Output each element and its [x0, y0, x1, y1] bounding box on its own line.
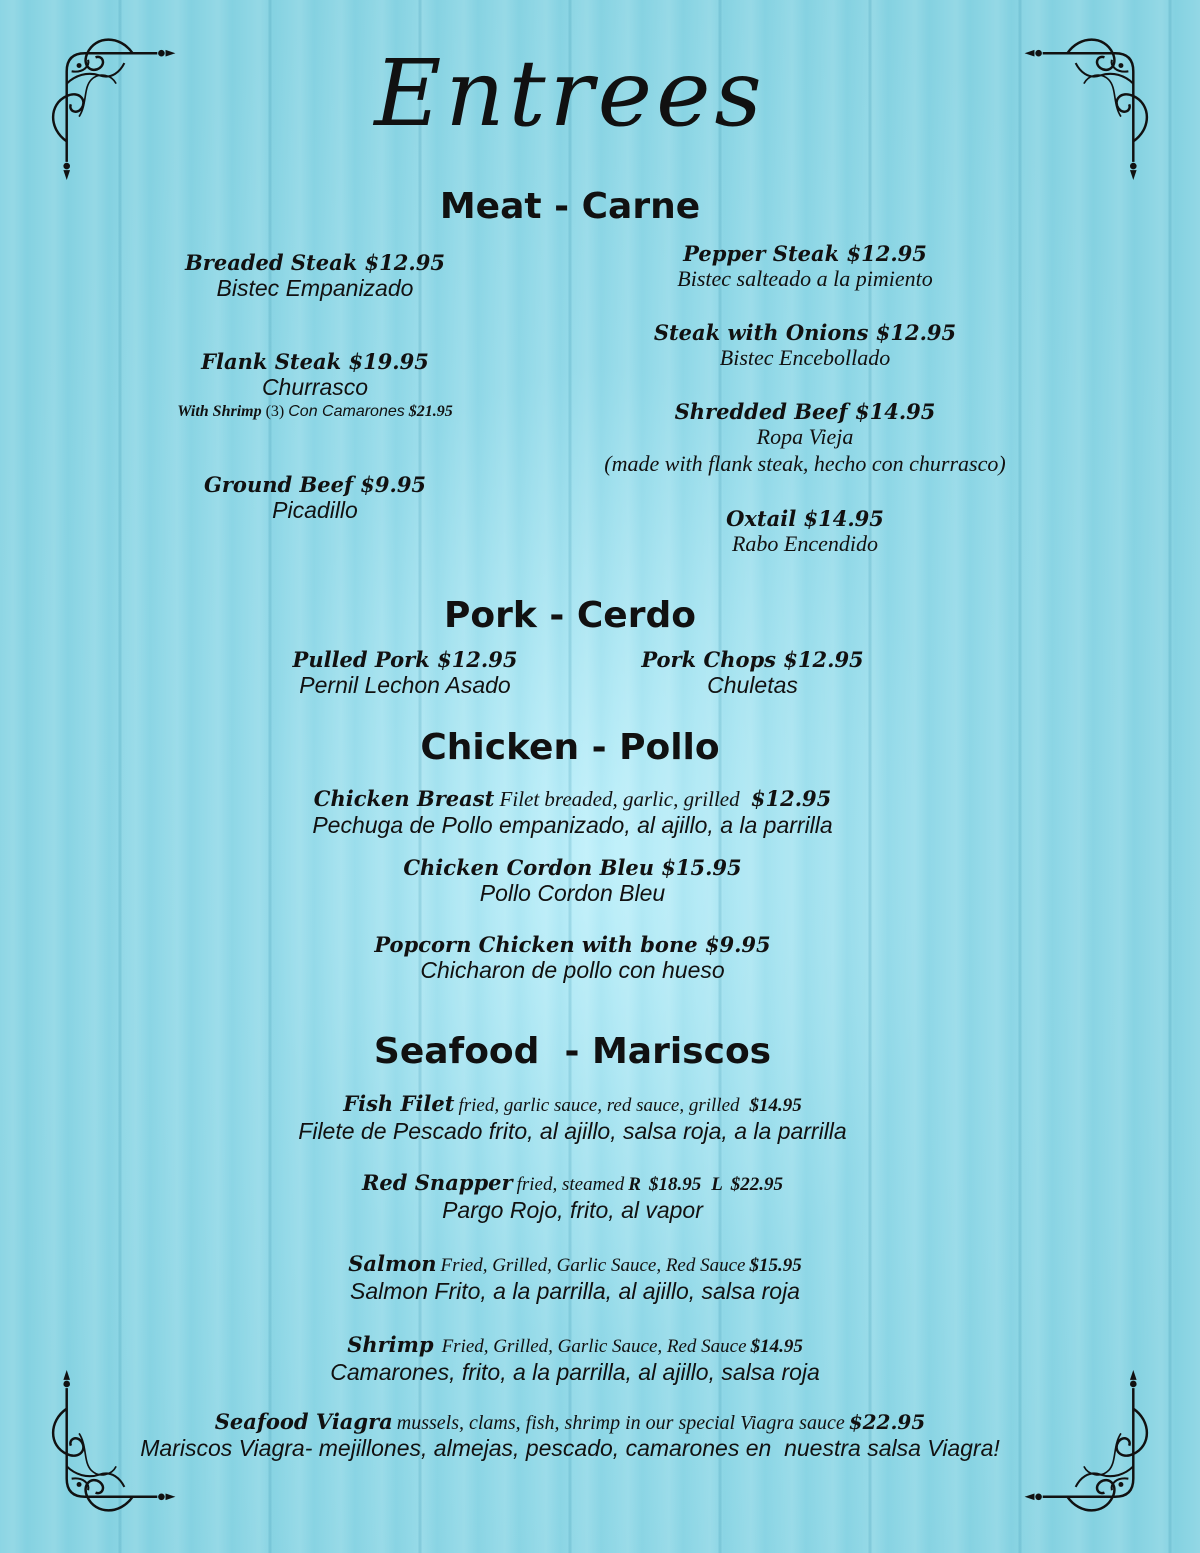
item-price: $14.95: [750, 1336, 803, 1357]
item-spanish: Picadillo: [272, 497, 358, 524]
section-heading-meat: Meat - Carne: [439, 186, 701, 227]
menu-item-popcorn-chicken: [300, 932, 845, 985]
item-name: Shredded Beef $14.95: [674, 399, 936, 424]
item-name: Pork Chops $12.95: [641, 647, 864, 672]
item-name: Ground Beef $9.95: [203, 472, 427, 497]
item-name: Steak with Onions $12.95: [653, 320, 957, 345]
item-line: [220, 1332, 930, 1359]
section-heading-seafood: Seafood - Mariscos: [373, 1031, 772, 1072]
item-name: Flank Steak $19.95: [201, 349, 429, 374]
shrimp-qty: (3): [265, 402, 285, 420]
item-spanish: Bistec salteado a la pimiento: [677, 266, 933, 292]
item-spanish: Filete de Pescado frito, al ajillo, salsa roja, a la parrilla: [298, 1117, 847, 1144]
menu-item-steak-with-onions: [585, 320, 1025, 372]
item-name: Seafood Viagra: [214, 1409, 393, 1434]
page-title: Entrees: [374, 40, 766, 147]
item-desc: Fried, Grilled, Garlic Sauce, Red Sauce: [440, 1255, 746, 1276]
menu-item-chicken-cordon-bleu: [300, 855, 845, 908]
item-desc: Fried, Grilled, Garlic Sauce, Red Sauce: [441, 1336, 747, 1357]
item-price: $15.95: [749, 1255, 802, 1276]
shrimp-option-label: With Shrimp: [177, 402, 262, 420]
item-spanish: Pargo Rojo, frito, al vapor: [442, 1196, 703, 1223]
regular-price: $18.95: [648, 1174, 702, 1195]
item-spanish: Pollo Cordon Bleu: [479, 880, 666, 907]
item-note: (made with flank steak, hecho con churrasco): [604, 450, 1006, 476]
corner-flourish-icon: [42, 30, 182, 195]
item-desc: fried, garlic sauce, red sauce, grilled: [458, 1095, 740, 1116]
item-name: Popcorn Chicken with bone $9.95: [374, 932, 771, 957]
menu-item-breaded-steak: [100, 250, 530, 303]
item-line: [200, 786, 945, 812]
menu-item-shrimp: [220, 1332, 930, 1386]
item-spanish: Rabo Encendido: [731, 531, 879, 557]
item-spanish: Pechuga de Pollo empanizado, al ajillo, a la parrilla: [312, 812, 833, 839]
item-line: [250, 1170, 895, 1197]
item-spanish: Chicharon de pollo con hueso: [420, 957, 725, 984]
menu-item-seafood-viagra: [70, 1409, 1070, 1463]
regular-label: R: [628, 1174, 641, 1195]
item-price: $12.95: [750, 786, 832, 811]
menu-item-flank-steak: [100, 349, 530, 423]
item-spanish: Chuletas: [707, 672, 798, 699]
section-heading-pork: Pork - Cerdo: [444, 595, 696, 636]
item-spanish: Mariscos Viagra- mejillones, almejas, pescado, camarones en nuestra salsa Viagra!: [140, 1435, 1000, 1461]
item-name: Chicken Cordon Bleu $15.95: [403, 855, 742, 880]
shrimp-spanish: Con Camarones: [288, 402, 405, 420]
item-desc: Filet breaded, garlic, grilled: [499, 787, 740, 811]
item-name: Pulled Pork $12.95: [292, 647, 518, 672]
menu-item-salmon: [220, 1251, 930, 1305]
item-name: Fish Filet: [343, 1091, 455, 1116]
menu-item-ground-beef: [100, 472, 530, 525]
item-name: Chicken Breast: [313, 786, 495, 811]
item-price: $14.95: [749, 1095, 802, 1116]
menu-item-fish-filet: [180, 1091, 965, 1145]
menu-item-pulled-pork: [230, 647, 580, 700]
item-line: [70, 1409, 1070, 1435]
menu-item-pepper-steak: [585, 241, 1025, 293]
menu-item-oxtail: [585, 506, 1025, 558]
section-heading-chicken: Chicken - Pollo: [420, 727, 720, 768]
item-price: $22.95: [848, 1410, 926, 1434]
item-name: Salmon: [348, 1251, 437, 1276]
menu-item-red-snapper: [250, 1170, 895, 1224]
item-spanish: Camarones, frito, a la parrilla, al ajillo, salsa roja: [330, 1358, 820, 1385]
item-spanish: Ropa Vieja: [756, 424, 854, 450]
large-label: L: [711, 1174, 723, 1195]
item-spanish: Pernil Lechon Asado: [299, 672, 511, 699]
large-price: $22.95: [730, 1174, 784, 1195]
flank-shrimp-option: [100, 402, 530, 423]
item-spanish: Bistec Empanizado: [216, 275, 414, 302]
item-spanish: Bistec Encebollado: [719, 345, 891, 371]
item-name: Breaded Steak $12.95: [185, 250, 445, 275]
item-name: Red Snapper: [361, 1170, 513, 1195]
menu-item-chicken-breast: [200, 786, 945, 840]
shrimp-price: $21.95: [408, 402, 453, 420]
item-spanish: Salmon Frito, a la parrilla, al ajillo, salsa roja: [350, 1277, 800, 1304]
menu-item-pork-chops: [600, 647, 905, 700]
corner-flourish-icon: [1018, 30, 1158, 195]
item-line: [180, 1091, 965, 1118]
menu-item-shredded-beef: [545, 399, 1065, 477]
item-name: Shrimp: [347, 1332, 434, 1357]
item-spanish: Churrasco: [261, 374, 369, 401]
item-desc: fried, steamed: [516, 1174, 625, 1195]
item-desc: mussels, clams, fish, shrimp in our special Viagra sauce: [396, 1412, 845, 1434]
item-name: Pepper Steak $12.95: [683, 241, 927, 266]
item-name: Oxtail $14.95: [726, 506, 884, 531]
item-line: [220, 1251, 930, 1278]
